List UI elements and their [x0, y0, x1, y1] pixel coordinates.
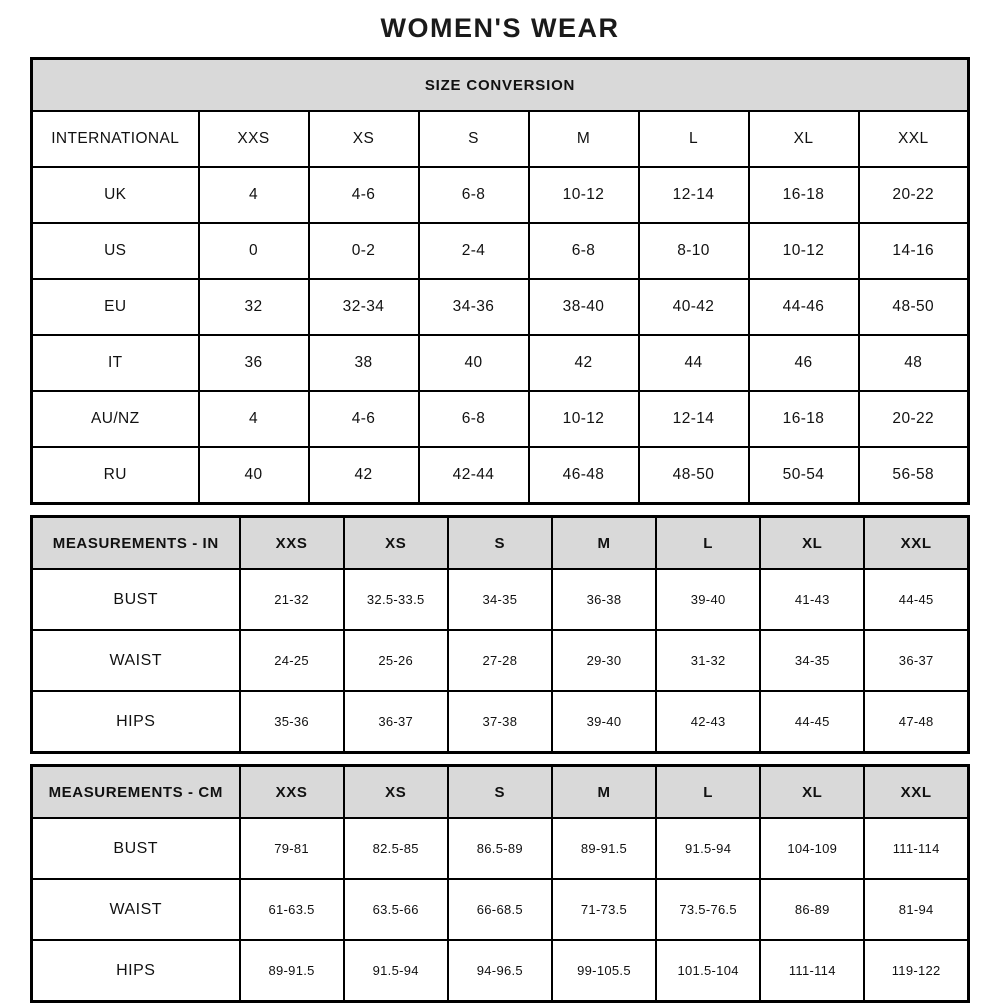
table-cell: 40	[199, 447, 309, 504]
page-title: WOMEN'S WEAR	[380, 13, 620, 43]
measurements-cm-table	[30, 764, 970, 1003]
table-cell: 44	[639, 335, 749, 391]
page	[30, 0, 970, 1003]
table-row	[32, 940, 969, 1002]
table-cell: 82.5-85	[344, 818, 448, 879]
table-cell: 36	[199, 335, 309, 391]
size-conversion-header: SIZE CONVERSION	[32, 59, 969, 112]
table-cell: 56-58	[859, 447, 969, 504]
column-header: L	[656, 517, 760, 570]
table-cell: 73.5-76.5	[656, 879, 760, 940]
table-cell: 63.5-66	[344, 879, 448, 940]
column-header: XXS	[240, 517, 344, 570]
table-cell: 104-109	[760, 818, 864, 879]
table-cell: 36-38	[552, 569, 656, 630]
table-cell: 38	[309, 335, 419, 391]
table-cell: 6-8	[419, 167, 529, 223]
table-cell: 32	[199, 279, 309, 335]
table-header-row	[32, 766, 969, 819]
table-row	[32, 691, 969, 753]
table-cell: 4-6	[309, 391, 419, 447]
table-cell: 36-37	[344, 691, 448, 753]
table-cell: 29-30	[552, 630, 656, 691]
measurements-in-table	[30, 515, 970, 754]
table-cell: 14-16	[859, 223, 969, 279]
table-cell: 40	[419, 335, 529, 391]
table-cell: 24-25	[240, 630, 344, 691]
table-cell: 111-114	[760, 940, 864, 1002]
table-cell: L	[639, 111, 749, 167]
table-cell: 48	[859, 335, 969, 391]
table-cell: 10-12	[529, 167, 639, 223]
row-label: UK	[32, 167, 199, 223]
table-cell: 39-40	[656, 569, 760, 630]
table-row	[32, 167, 969, 223]
table-cell: 37-38	[448, 691, 552, 753]
table-cell: 40-42	[639, 279, 749, 335]
table-cell: 46-48	[529, 447, 639, 504]
table-row	[32, 818, 969, 879]
table-cell: 32-34	[309, 279, 419, 335]
table-cell: XS	[309, 111, 419, 167]
table-cell: 42-44	[419, 447, 529, 504]
table-cell: 42	[309, 447, 419, 504]
table-cell: 86-89	[760, 879, 864, 940]
table-row	[32, 391, 969, 447]
table-cell: 66-68.5	[448, 879, 552, 940]
table-header-row	[32, 517, 969, 570]
table-cell: 6-8	[529, 223, 639, 279]
table-cell: 71-73.5	[552, 879, 656, 940]
row-label: HIPS	[32, 940, 240, 1002]
row-label: IT	[32, 335, 199, 391]
table-row	[32, 879, 969, 940]
table-cell: 99-105.5	[552, 940, 656, 1002]
table-cell: 16-18	[749, 391, 859, 447]
measurements-in-header: MEASUREMENTS - IN	[32, 517, 240, 570]
table-cell: 94-96.5	[448, 940, 552, 1002]
row-label: AU/NZ	[32, 391, 199, 447]
table-cell: 16-18	[749, 167, 859, 223]
table-cell: 89-91.5	[552, 818, 656, 879]
table-cell: 25-26	[344, 630, 448, 691]
table-cell: 44-46	[749, 279, 859, 335]
table-cell: XXS	[199, 111, 309, 167]
table-cell: 44-45	[864, 569, 968, 630]
table-cell: 34-35	[760, 630, 864, 691]
table-cell: 10-12	[749, 223, 859, 279]
table-row	[32, 569, 969, 630]
table-cell: 47-48	[864, 691, 968, 753]
table-cell: 50-54	[749, 447, 859, 504]
column-header: M	[552, 517, 656, 570]
table-cell: 4-6	[309, 167, 419, 223]
table-cell: 0	[199, 223, 309, 279]
table-cell: 61-63.5	[240, 879, 344, 940]
table-cell: 42	[529, 335, 639, 391]
row-label: EU	[32, 279, 199, 335]
table-cell: 48-50	[859, 279, 969, 335]
table-cell: 0-2	[309, 223, 419, 279]
table-row	[32, 630, 969, 691]
table-cell: 79-81	[240, 818, 344, 879]
column-header: XXL	[864, 766, 968, 819]
table-cell: 111-114	[864, 818, 968, 879]
table-cell: 91.5-94	[656, 818, 760, 879]
table-cell: 6-8	[419, 391, 529, 447]
table-row	[32, 335, 969, 391]
row-label: BUST	[32, 569, 240, 630]
row-label: RU	[32, 447, 199, 504]
column-header: XXS	[240, 766, 344, 819]
column-header: XS	[344, 766, 448, 819]
table-cell: 21-32	[240, 569, 344, 630]
measurements-cm-header: MEASUREMENTS - CM	[32, 766, 240, 819]
column-header: S	[448, 517, 552, 570]
table-cell: 48-50	[639, 447, 749, 504]
table-cell: S	[419, 111, 529, 167]
table-row	[32, 447, 969, 504]
size-conversion-table	[30, 57, 970, 505]
row-label: US	[32, 223, 199, 279]
column-header: XXL	[864, 517, 968, 570]
table-cell: 36-37	[864, 630, 968, 691]
column-header: XL	[760, 517, 864, 570]
table-header-row	[32, 59, 969, 112]
column-header: XS	[344, 517, 448, 570]
table-cell: 4	[199, 167, 309, 223]
column-header: S	[448, 766, 552, 819]
table-cell: 34-36	[419, 279, 529, 335]
table-cell: 8-10	[639, 223, 749, 279]
table-cell: 46	[749, 335, 859, 391]
table-cell: 31-32	[656, 630, 760, 691]
table-cell: XXL	[859, 111, 969, 167]
table-cell: 42-43	[656, 691, 760, 753]
column-header: M	[552, 766, 656, 819]
table-cell: 4	[199, 391, 309, 447]
table-cell: 2-4	[419, 223, 529, 279]
column-header: XL	[760, 766, 864, 819]
table-row	[32, 111, 969, 167]
row-label: BUST	[32, 818, 240, 879]
table-cell: 10-12	[529, 391, 639, 447]
table-cell: 81-94	[864, 879, 968, 940]
row-label: WAIST	[32, 879, 240, 940]
table-cell: 12-14	[639, 167, 749, 223]
table-cell: 27-28	[448, 630, 552, 691]
table-cell: 119-122	[864, 940, 968, 1002]
table-row	[32, 223, 969, 279]
row-label: INTERNATIONAL	[32, 111, 199, 167]
table-cell: 91.5-94	[344, 940, 448, 1002]
table-cell: 34-35	[448, 569, 552, 630]
table-row	[32, 279, 969, 335]
table-cell: 12-14	[639, 391, 749, 447]
table-cell: M	[529, 111, 639, 167]
table-cell: 44-45	[760, 691, 864, 753]
table-cell: 38-40	[529, 279, 639, 335]
table-cell: 39-40	[552, 691, 656, 753]
table-cell: 20-22	[859, 167, 969, 223]
row-label: WAIST	[32, 630, 240, 691]
table-cell: 41-43	[760, 569, 864, 630]
table-cell: XL	[749, 111, 859, 167]
table-cell: 20-22	[859, 391, 969, 447]
table-cell: 86.5-89	[448, 818, 552, 879]
table-cell: 35-36	[240, 691, 344, 753]
table-cell: 32.5-33.5	[344, 569, 448, 630]
table-cell: 101.5-104	[656, 940, 760, 1002]
table-cell: 89-91.5	[240, 940, 344, 1002]
row-label: HIPS	[32, 691, 240, 753]
column-header: L	[656, 766, 760, 819]
